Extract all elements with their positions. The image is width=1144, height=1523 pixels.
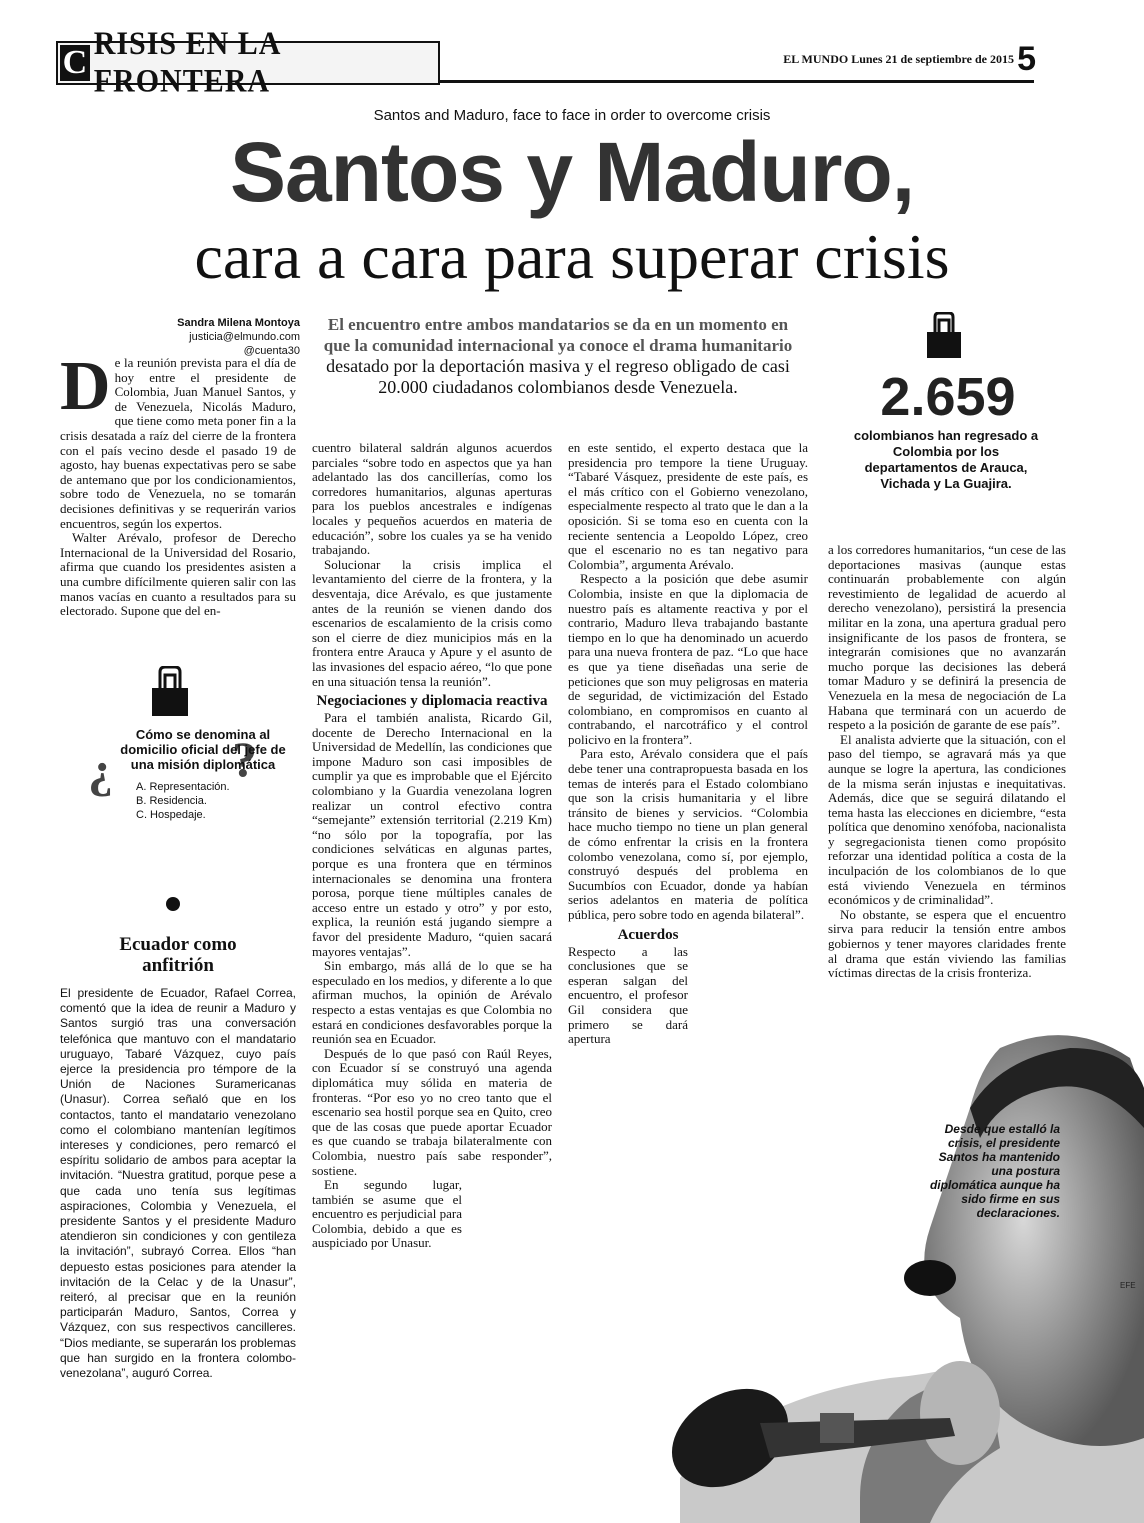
inverted-question-mark: ¿ [88, 741, 113, 797]
bullet-dot [166, 897, 180, 911]
paragraph: cuentro bilateral saldrán algunos acuerdos parciales “sobre todo en aspectos que ya han adelantado las dos cancillerías, como los corredores humanitarios, algunas aperturas para los pueblos ancestrales e indígenas locales y pequeños acuerdos en materia de educación”, sobre los cuales ya se ha venido trabajando. [312, 440, 552, 558]
section-title: RISIS EN LA FRONTERA [93, 25, 280, 100]
byline [100, 316, 300, 358]
header-rule [440, 80, 1034, 83]
photo-caption: Desde que estalló la crisis, el presidente Santos ha mantenido una postura diplomática aunque ha sido firme en sus declaraciones. [929, 1122, 1060, 1220]
paragraph: Después de lo que pasó con Raúl Reyes, con Ecuador sí se construyó una agenda diplomática muy sólida en materia de fronteras. “Por eso yo no creo tanto que el escenario sea hostil porque sea en Quito, creo que de las cosas que puede aportar Ecuador es que cuando se trabaja bilateralmente con Colombia, nuestro país sabe responder”, sostiene. [312, 1045, 552, 1178]
binder-clip-icon [148, 666, 192, 724]
paragraph: Respecto a la posición que debe asumir Colombia, insiste en que la diplomacia de nuestro país es altamente reactiva y por el contrario, Maduro lleva trabajando bastante tiempo en lo que ha denominado un acuerdo para una nueva frontera de paz. “Lo que hace es que ya tiene diseñadas una serie de peticiones que son muy peligrosas en materia de seguridad, de victimización del Estado colombiano, en compromisos en cuanto al contrabando, el narcotráfico y el control policivo en la frontera”. [568, 571, 808, 747]
paragraph: Respecto a las conclusiones que se esperan salgan del encuentro, el profesor Gil considera que primero se dará apertura [568, 943, 688, 1047]
subhead-acuerdos: Acuerdos [617, 926, 679, 943]
quiz-options [136, 780, 288, 822]
drop-cap: D [60, 348, 111, 425]
headline-secondary: cara a cara para superar crisis [194, 221, 950, 292]
subhead-negociaciones: Negociaciones y diplomacia reactiva [316, 693, 548, 710]
binder-clip-icon [924, 312, 964, 366]
ecuador-sidebar [60, 930, 296, 1381]
stat-caption: colombianos han regresado a Colombia por los departamentos de Arauca, Vichada y La Guajira. [853, 428, 1039, 491]
paragraph: en este sentido, el experto destaca que la presidencia pro tempore la tiene Uruguay. “Tabaré Vásquez, presidente de este país, es el más crítico con el Gobierno venezolano, especialmente respecto al trato que le dan a la oposición. Si se toma eso en cuenta con la reciente sentencia a Leopoldo López, creo que el escenario no es tan negativo para Colombia”, argumenta Arévalo. [568, 440, 808, 572]
photo-credit: EFE [1120, 1281, 1136, 1290]
author-handle: @cuenta30 [243, 345, 300, 357]
column-4 [828, 543, 1066, 981]
page-number: 5 [1017, 40, 1036, 78]
column-2 [312, 441, 552, 1251]
headline-main: Santos y Maduro, [229, 125, 915, 219]
paragraph: Sin embargo, más allá de lo que se ha especulado en los medios, y diferente a lo que afirman muchos, la opinión de Arévalo respecto a estas ventajas es que Colombia no estará en condiciones desfavorables porque la reunión sea en Ecuador. [312, 958, 552, 1047]
quiz-box [118, 727, 288, 822]
paragraph: Para esto, Arévalo considera que el país debe tener una contrapropuesta basada en los temas de interés para el Estado colombiano que son la crisis humanitaria y el libre tránsito de bienes y servicios. “Colombia hace mucho tiempo no tiene un plan general de cómo enfrentar la crisis en la frontera colombo venezolana, como sí, por ejemplo, construyó después del problema en Sucumbíos con Ecuador, donde ya habían serios adelantos en materia de política pública, pero sobre todo en agenda bilateral”. [568, 746, 808, 922]
author-email: justicia@elmundo.com [189, 331, 300, 343]
santos-speaking-photo [530, 1018, 1144, 1523]
deck-text: desatado por la deportación masiva y el regreso obligado de casi 20.000 ciudadanos colombianos desde Venezuela. [326, 356, 790, 397]
quiz-option-b: B. Residencia. [136, 795, 207, 807]
quiz-question: Cómo se denomina al domicilio oficial del jefe de una misión diplomática [120, 727, 286, 772]
english-subtitle: Santos and Maduro, face to face in order to overcome crisis [373, 107, 771, 124]
paragraph: No obstante, se espera que el encuentro sirva para reducir la tensión entre ambos gobiernos y tener mayores claridades frente al drama que están viviendo las familias víctimas directas de la crisis fronteriza. [828, 906, 1066, 981]
ecuador-title: Ecuador como anfitrión [119, 934, 237, 976]
paragraph: Para el también analista, Ricardo Gil, docente de Derecho Internacional en la Universidad de Medellín, las condiciones que impone Maduro son casi imposibles de cumplir ya que es improbable que el Ejército colombiano y la Guardia venezolana logren realizar un control efectivo contra “semejante” extensión territorial (2.219 Km) “no sólo por la topografía, por las condiciones selváticas en algunas partes, porque es una frontera que en términos internacionales se denomina una frontera porosa, porque tiene múltiples canales de acceso entre un estado y otro” y por esto, explica, la reunión está jugando siempre a favor del presidente Maduro, “quien sacará mayores ventajas”. [312, 710, 552, 959]
question-mark: ? [232, 731, 257, 787]
deck-highlight: El encuentro entre ambos mandatarios se da en un momento en que la comunidad internacional ya conoce el drama humanitario [323, 315, 793, 355]
paragraph: a los corredores humanitarios, “un cese de las deportaciones masivas (aunque estas continuarán probablemente con algún revestimiento de legalidad de acuerdo al derecho venezolano), persistirá la presencia militar en la zona, una apertura gradual pero insignificante de los pasos de frontera, se integrarán comisiones que no avanzarán mucho porque las decisiones las deberá tomar Maduro y se definirá la presencia de Venezuela en la mesa de negociación de La Habana que terminará con un acuerdo de respeto a la posición de garante de ese país”. [828, 542, 1066, 733]
ecuador-text: El presidente de Ecuador, Rafael Correa, comentó que la idea de reunir a Maduro y Santos surgió tras una conversación telefónica que mantuvo con el mandatario uruguayo, Tabaré Vázquez, cuyo país ejerce la presidencia pro témpore de la Unión de Naciones Suramericanas (Unasur). Correa señaló que en los contactos, tanto el mandatario venezolano como el colombiano mantenían legítimos intereses y condiciones, pero remarcó el espíritu solidario de ambos para aceptar la invitación. “Nuestra gratitud, porque pese a que cada uno tenía sus legítimas aspiraciones, Colombia y Venezuela, el presidente Santos y el presidente Maduro atendieron sin condiciones y con gentileza la invitación”, subrayó Correa. Ellos “han depuesto estas posiciones para atender la invitación de la Celac y de la Unasur”, reiteró, al precisar que en la reunión participarán Maduro, Santos, Correa y Vázquez, con sus respectivos cancilleres. “Dios mediante, se superarán los problemas que han surgido en la frontera colombo-venezolana”, auguró Correa. [60, 986, 296, 1381]
paragraph: Walter Arévalo, profesor de Derecho Internacional de la Universidad del Rosario, afirma que cuando los presidentes asisten a una cumbre difícilmente quieren salir con las manos vacías en cuanto a resultados para su electorado. Supone que del en- [60, 530, 296, 619]
paragraph: e la reunión prevista para el día de hoy entre el presidente de Colombia, Juan Manuel Santos, y de Venezuela, Nicolás Maduro, que tiene como meta poner fin a la crisis desatada a raíz del cierre de la frontera con el país vecino desde el pasado 19 de agosto, hay buenas expectativas pero se sabe de antemano que por los condicionamientos, sobre todo de Venezuela, no se tomarán decisiones definitivas y se requerirán varios encuentros, según los expertos. [60, 355, 296, 531]
deck [318, 314, 798, 398]
paper-date-info: EL MUNDO Lunes 21 de septiembre de 2015 [783, 52, 1014, 66]
author-name: Sandra Milena Montoya [177, 317, 300, 329]
paragraph: El analista advierte que la situación, con el paso del tiempo, se agravará más ya que aunque se logre la apertura, las condiciones de la misma serán injustas e inequitativas. Además, dice que se seguirá dilatando el tema hasta las elecciones en diciembre, “esta política que denomino xenófoba, nacionalista y segregacionista tienen como propósito reforzar una identidad política a costa de la inculpación de los colombianos de lo que está viviendo Venezuela en términos económicos y de criminalidad”. [828, 731, 1066, 908]
quiz-option-c: C. Hospedaje. [136, 809, 206, 821]
section-banner [56, 25, 440, 100]
column-3 [568, 441, 808, 1047]
paragraph: En segundo lugar, también se asume que el encuentro es perjudicial para Colombia, debido a que es auspiciado por Unasur. [312, 1177, 462, 1251]
section-initial: C [60, 45, 90, 81]
stat-number: 2.659 [880, 367, 1016, 427]
paragraph: Solucionar la crisis implica el levantamiento del cierre de la frontera, y la desventaja, dice Arévalo, es que justamente antes de la reunión se vienen dando dos escenarios de escalamiento de la crisis como son el cierre de diez municipios más en la frontera entre Arauca y Apure y el asunto de las invasiones del espacio aéreo, “lo que pone en una situación tensa la reunión”. [312, 556, 552, 689]
quiz-option-a: A. Representación. [136, 781, 230, 793]
